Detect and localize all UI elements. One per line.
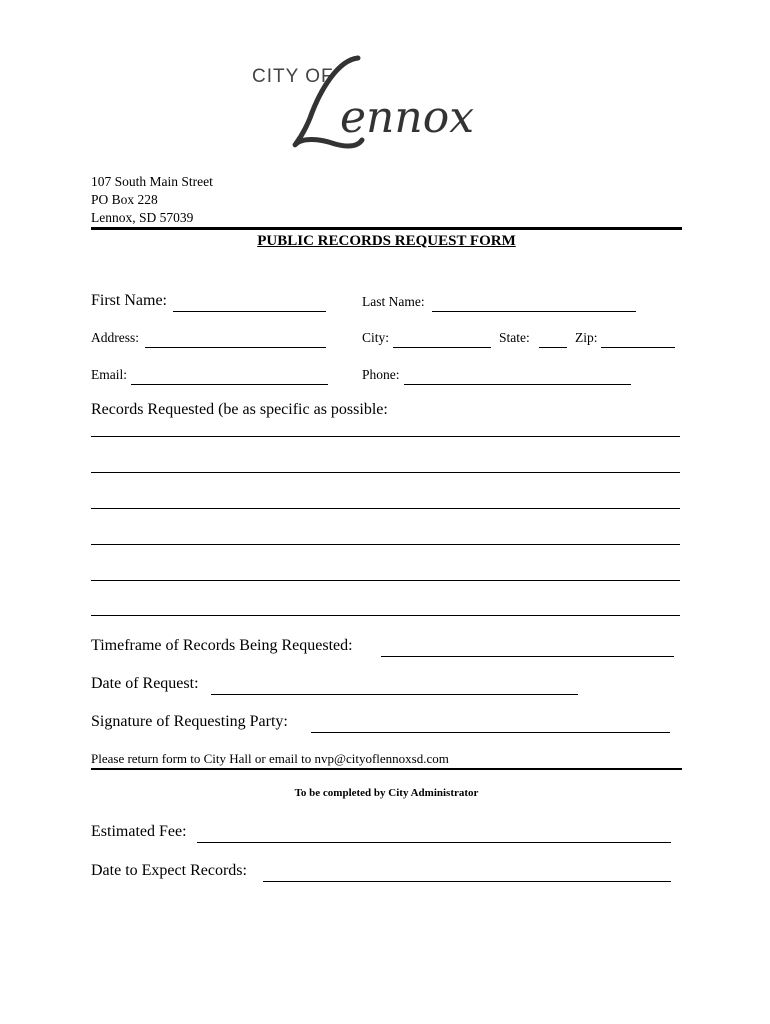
state-field[interactable] — [499, 326, 567, 348]
zip-label: Zip: — [575, 330, 598, 345]
phone-field[interactable] — [362, 363, 631, 385]
address-line-3: Lennox, SD 57039 — [91, 210, 194, 225]
first-name-field[interactable] — [91, 290, 326, 312]
estimated-fee-field[interactable] — [91, 821, 671, 843]
last-name-field[interactable] — [362, 290, 636, 312]
records-line[interactable] — [91, 544, 680, 545]
records-line[interactable] — [91, 472, 680, 473]
admin-heading: To be completed by City Administrator — [294, 787, 479, 799]
records-line[interactable] — [91, 508, 680, 509]
logo-big-text: ennox — [340, 92, 475, 143]
records-line[interactable] — [91, 436, 680, 437]
city-label: City: — [362, 330, 390, 345]
logo-small-text: CITY OF — [252, 66, 334, 87]
admin-rule — [91, 768, 682, 770]
date-expect-label: Date to Expect Records: — [91, 862, 247, 879]
email-label: Email: — [91, 367, 127, 382]
estimated-fee-label: Estimated Fee: — [91, 823, 187, 840]
timeframe-label: Timeframe of Records Being Requested: — [91, 637, 353, 654]
last-name-label: Last Name: — [362, 294, 425, 309]
city-field[interactable] — [362, 326, 491, 348]
date-expect-field[interactable] — [91, 860, 671, 882]
address-field[interactable] — [91, 326, 326, 348]
state-label: State: — [499, 330, 530, 345]
first-name-label: First Name: — [91, 292, 167, 309]
return-note: Please return form to City Hall or email to nvp@cityoflennoxsd.com — [91, 751, 449, 766]
signature-label: Signature of Requesting Party: — [91, 713, 288, 730]
email-field[interactable] — [91, 363, 328, 385]
phone-label: Phone: — [362, 367, 400, 382]
address-line-2: PO Box 228 — [91, 192, 158, 207]
records-heading: Records Requested (be as specific as possible: — [91, 401, 388, 418]
records-line[interactable] — [91, 580, 680, 581]
records-line[interactable] — [91, 615, 680, 616]
address-line-1: 107 South Main Street — [91, 174, 213, 189]
timeframe-field[interactable] — [91, 635, 674, 657]
city-of-lennox-logo — [240, 40, 530, 160]
header-rule — [91, 227, 682, 230]
zip-field[interactable] — [575, 326, 675, 348]
date-of-request-label: Date of Request: — [91, 675, 199, 692]
signature-field[interactable] — [91, 711, 670, 733]
address-label: Address: — [91, 330, 139, 345]
date-of-request-field[interactable] — [91, 673, 578, 695]
form-title: PUBLIC RECORDS REQUEST FORM — [257, 233, 516, 249]
